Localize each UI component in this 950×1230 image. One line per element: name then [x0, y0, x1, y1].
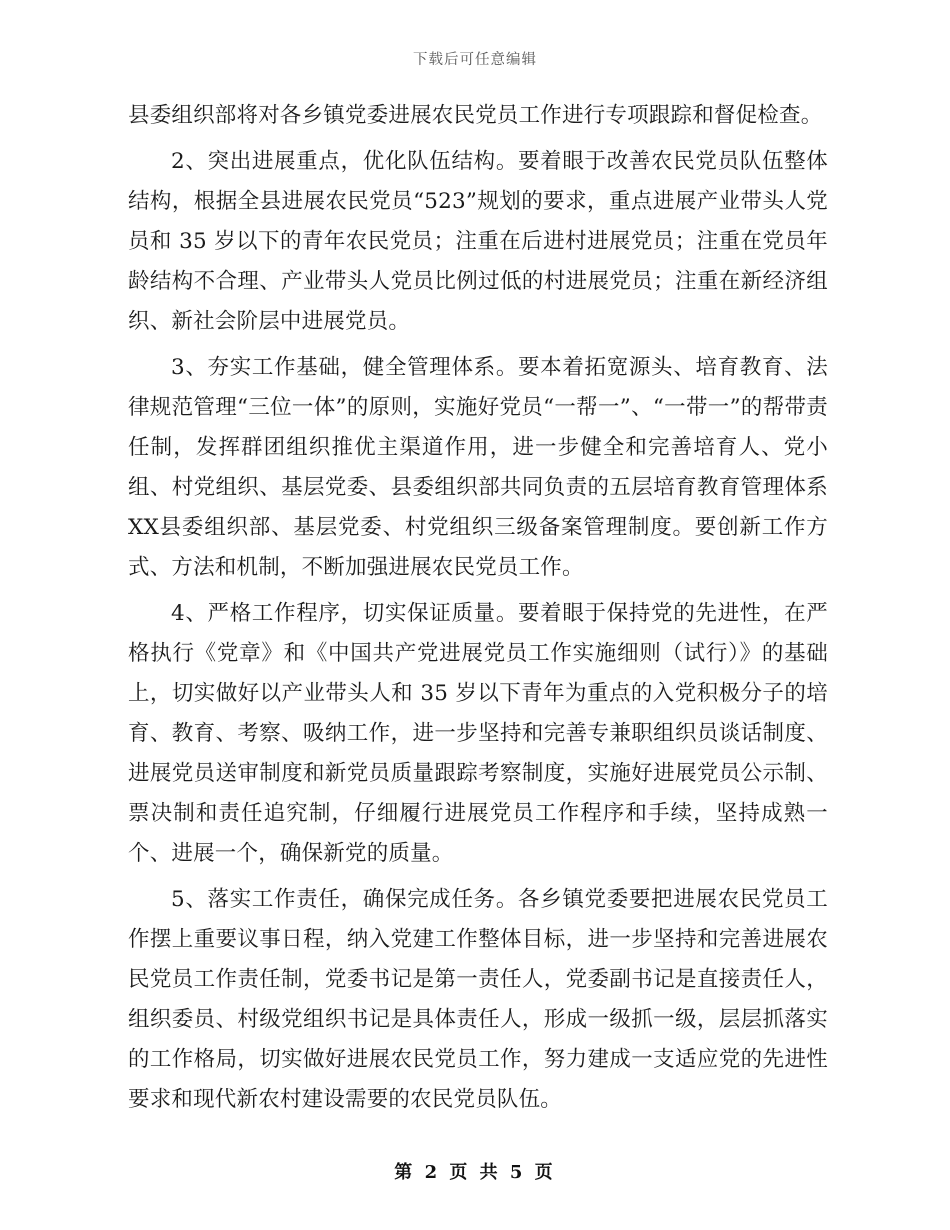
page-footer: 第 2 页 共 5 页 — [394, 1162, 556, 1183]
paragraph-item-5: 5、落实工作责任，确保完成任务。各乡镇党委要把进展农民党员工作摆上重要议事日程，纳入党建工作整体目标，进一步坚持和完善进展农民党员工作责任制，党委书记是第一责任人，党委副书记是直接责任人，组织委员、村级党组织书记是具体责任人，形成一级抓一级，层层抓落实的工作格局，切实做好进展农民党员工作，努力建成一支适应党的先进性要求和现代新农村建设需要的农民党员队伍。 — [128, 887, 828, 1112]
paragraph-continuation: 县委组织部将对各乡镇党委进展农民党员工作进行专项跟踪和督促检查。 — [128, 103, 823, 128]
document-body — [128, 96, 828, 1126]
paragraph-item-4: 4、严格工作程序，切实保证质量。要着眼于保持党的先进性，在严格执行《党章》和《中国共产党进展党员工作实施细则（试行）》的基础上，切实做好以产业带头人和 35 岁以下青年为重点的入党积极分子的培育、教育、考察、吸纳工作，进一步坚持和完善专兼职组织员谈话制度、进展党员送审制度和新党员质量跟踪考察制度，实施好进展党员公示制、票决制和责任追究制，仔细履行进展党员工作程序和手续，坚持成熟一个、进展一个，确保新党的质量。 — [128, 601, 828, 866]
paragraph-item-3: 3、夯实工作基础，健全管理体系。要本着拓宽源头、培育教育、法律规范管理“三位一体”的原则，实施好党员“一帮一”、“一带一”的帮带责任制，发挥群团组织推优主渠道作用，进一步健全和完善培育人、党小组、村党组织、基层党委、县委组织部共同负责的五层培育教育管理体系XX县委组织部、基层党委、村党组织三级备案管理制度。要创新工作方式、方法和机制，不断加强进展农民党员工作。 — [128, 355, 828, 580]
page-header-note: 下载后可任意编辑 — [413, 52, 537, 68]
paragraph-item-2: 2、突出进展重点，优化队伍结构。要着眼于改善农民党员队伍整体结构，根据全县进展农民党员“523”规划的要求，重点进展产业带头人党员和 35 岁以下的青年农民党员；注重在后进村进展党员；注重在党员年龄结构不合理、产业带头人党员比例过低的村进展党员；注重在新经济组织、新社会阶层中进展党员。 — [128, 149, 828, 334]
